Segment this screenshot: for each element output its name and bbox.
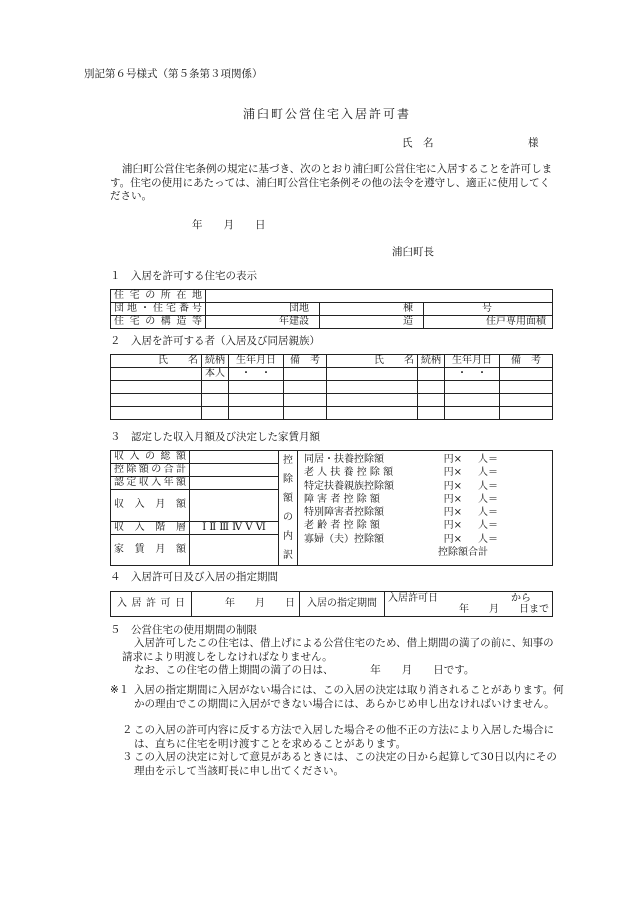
issue-date: 年 月 日	[192, 219, 266, 231]
residents-table	[110, 354, 553, 420]
row-label: 住宅の構造等	[111, 316, 206, 329]
row-label: 収 入 階 層	[111, 521, 190, 534]
permit-statement: 浦臼町公営住宅条例の規定に基づき、次のとおり浦臼町公営住宅に入居することを許可します。住宅の使用にあたっては、浦臼町公営住宅条例その他の法令を遵守し、適正に使用してください。	[110, 163, 553, 202]
table-row	[111, 290, 553, 303]
row-label: 団地・住宅番号	[111, 303, 206, 316]
usage-limit-text: 入居許可したこの住宅は、借上げによる公営住宅のため、借上期間の満了の前に、知事の請求により明渡しをしなければなりません。	[122, 637, 554, 663]
permit-date-label: 入居許可日	[111, 592, 192, 617]
row-label: 家 賃 月 額	[111, 534, 190, 566]
note-text: この入居の決定に対して意見があるときには、この決定の日から起算して30日以内にその理由を示して当該町長に申し出てください。	[134, 751, 557, 777]
deduction-list	[298, 451, 553, 566]
col-header: 備 考	[500, 355, 553, 368]
dob-cell: ・ ・	[445, 368, 500, 381]
section4-heading: ４ 入居許可日及び入居の指定期間	[110, 571, 278, 583]
col-header: 氏 名	[111, 355, 202, 368]
deduction-item: 老 人 扶 養 控 除 額 円× 人＝	[304, 467, 498, 479]
table-row	[111, 451, 553, 464]
dob-cell: ・ ・	[229, 368, 284, 381]
deduction-total-label: 控除額合計	[438, 547, 488, 559]
row-label: 収入の総額	[111, 451, 190, 464]
issuer: 浦臼町長	[392, 246, 434, 258]
col-header: 生年月日	[445, 355, 500, 368]
permit-date-value: 年 月 日	[192, 592, 300, 617]
table-row	[111, 355, 553, 368]
relation-self: 本人	[202, 368, 229, 381]
col-header: 続柄	[418, 355, 445, 368]
section2-heading: ２ 入居を許可する者（入居及び同居親族）	[110, 335, 320, 347]
table-cell: 棟	[320, 303, 424, 316]
table-row	[111, 303, 553, 316]
deduction-item: 障 害 者 控 除 額 円× 人＝	[304, 493, 498, 505]
col-header: 備 考	[284, 355, 327, 368]
section3-heading: ３ 認定した収入月額及び決定した家賃月額	[110, 431, 320, 443]
note-text: この入居の許可内容に反する方法で入居した場合その他不正の方法により入居した場合には、直ちに住宅を明け渡すことを求めることがあります。	[134, 724, 554, 750]
table-cell: 住戸専用面積	[424, 316, 553, 329]
note-text: 入居の指定期間に入居がない場合には、この入居の決定は取り消されることがあります。何かの理由でこの期間に入居ができない場合には、あらかじめ申し出なければいけません。	[134, 684, 564, 710]
section5-heading: ５ 公営住宅の使用期間の制限	[110, 624, 257, 636]
name-label: 氏 名	[402, 137, 434, 149]
section1-heading: １ 入居を許可する住宅の表示	[110, 270, 257, 282]
period-table	[110, 591, 553, 617]
deduction-item: 老 齢 者 控 除 額 円× 人＝	[304, 520, 498, 532]
note-mark: ２	[122, 724, 133, 736]
deduction-item: 寡婦（夫）控除額 円× 人＝	[304, 533, 498, 545]
table-cell: 団地	[206, 303, 320, 316]
row-label: 控除額の合計	[111, 464, 190, 477]
row-label: 認定収入年額	[111, 477, 190, 490]
note-mark: ※１	[110, 684, 130, 696]
deduction-breakdown-label: 控 除 額 の 内 訳	[279, 451, 298, 566]
row-label: 住宅の所在地	[111, 290, 206, 303]
lease-end-text: なお、この住宅の借上期間の満了の日は、 年 月 日です。	[134, 664, 475, 676]
income-levels: Ⅰ Ⅱ Ⅲ Ⅳ Ⅴ Ⅵ	[190, 521, 279, 534]
deduction-item: 同居・扶養控除額 円× 人＝	[304, 454, 498, 465]
table-row	[111, 316, 553, 329]
deduction-item: 特定扶養親族控除額 円× 人＝	[304, 480, 498, 492]
housing-table	[110, 289, 553, 329]
period-label: 入居の指定期間	[300, 592, 385, 617]
col-header: 生年月日	[229, 355, 284, 368]
note-mark: ３	[122, 751, 133, 763]
row-label: 収 入 月 額	[111, 490, 190, 522]
period-value: 入居許可日 から 年 月 日まで	[385, 592, 553, 617]
table-cell: 年建設	[206, 316, 320, 329]
table-row	[111, 381, 553, 394]
deduction-item: 特別障害者控除額 円× 人＝	[304, 507, 498, 519]
table-row	[111, 368, 553, 381]
col-header: 氏 名	[327, 355, 418, 368]
col-header: 続柄	[202, 355, 229, 368]
table-row	[111, 592, 553, 617]
income-table	[110, 450, 553, 566]
table-cell: 造	[320, 316, 424, 329]
table-row	[111, 407, 553, 420]
table-cell: 号	[424, 303, 553, 316]
form-reference: 別記第６号様式（第５条第３項関係）	[84, 68, 263, 80]
page-title: 浦臼町公営住宅入居許可書	[243, 107, 412, 121]
honorific: 様	[528, 137, 539, 149]
table-row	[111, 394, 553, 407]
